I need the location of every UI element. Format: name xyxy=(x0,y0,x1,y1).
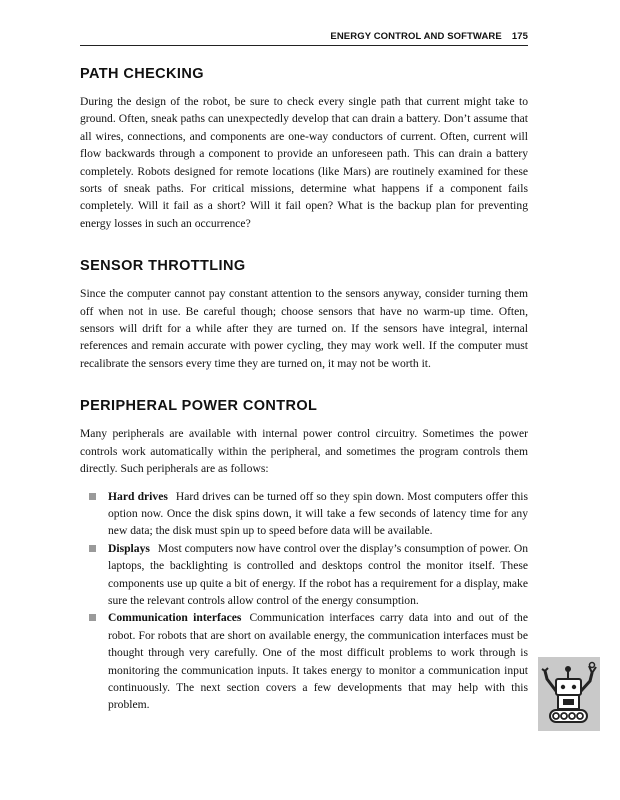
section-heading: PERIPHERAL POWER CONTROL xyxy=(80,398,318,415)
list-item-text: Communication interfaces carry data into and out of the robot. For robots that are short on available energy, the communication interfaces must be thought through very carefully. One of the most difficult problems to work through is monitoring the communication inputs. It takes energy to monitor a communication input continuously. The next section covers a few developments that may help with this problem. xyxy=(108,611,528,712)
list-item-text: Hard drives can be turned off so they spin down. Most computers offer this option now. Once the disk spins down, it will take a few seconds of latency time for any new data; the disk must spin up to speed before data will be available. xyxy=(108,489,529,538)
list-item-term: Communication interfaces xyxy=(108,611,242,625)
header-rule xyxy=(80,45,528,46)
section-path-checking xyxy=(80,64,528,232)
running-header-title: ENERGY CONTROL AND SOFTWARE xyxy=(330,31,502,42)
list-item-term: Hard drives xyxy=(108,489,168,503)
list-item-hard-drives xyxy=(80,488,528,540)
list-item-term: Displays xyxy=(108,541,150,555)
running-header xyxy=(80,31,528,42)
section-paragraph: Since the computer cannot pay constant attention to the sensors anyway, consider turning them off when not in use. Be careful though; choose sensors that have no warm-up time. Often, sensors will drift for a while after they are turned on. If the sensors have integral, internal references and remain accurate with power cycling, they may work well. If the computer must recalibrate the sensors every time they are turned on, it may not be worth it. xyxy=(80,287,528,370)
robot-icon xyxy=(538,657,600,731)
section-heading: PATH CHECKING xyxy=(80,66,204,82)
section-heading: SENSOR THROTTLING xyxy=(80,258,246,275)
section-paragraph: During the design of the robot, be sure to check every single path that current might take to ground. Often, sneak paths can unexpectedly develop that can drain a battery. Don’t assume that all wires, connections, and components are one-way conductors of current. Often, current will flow backwards through a component to provide an unforeseen path. This can drain a battery completely. Robots designed for remote locations (like Mars) are routinely examined for these sorts of sneak paths. For critical missions, determine what happens if a component fails completely. Will it fail as a short? Will it fail open? What is the backup plan for preventing energy losses in such an occurrence? xyxy=(80,95,528,230)
page-number: 175 xyxy=(511,31,528,42)
section-paragraph: Many peripherals are available with internal power control circuitry. Sometimes the power controls work automatically within the peripheral, and sometimes the program controls them directly. Such peripherals are as follows: xyxy=(80,427,528,476)
list-item-text: Most computers now have control over the display’s consumption of power. On laptops, the backlighting is controlled and desktops control the monitor itself. These components use up quite a bit of energy. If the robot has a requirement for a display, make sure the relevant controls allow control of the energy consumption. xyxy=(108,541,528,607)
margin-robot-icon-box xyxy=(538,657,600,731)
section-peripheral-power-control xyxy=(80,396,528,714)
square-bullet-icon xyxy=(89,614,96,621)
page-content xyxy=(80,64,528,738)
peripheral-list xyxy=(80,488,528,714)
square-bullet-icon xyxy=(89,493,96,500)
list-item-communication-interfaces xyxy=(80,609,528,713)
square-bullet-icon xyxy=(89,545,96,552)
section-sensor-throttling xyxy=(80,256,528,372)
list-item-displays xyxy=(80,540,528,610)
